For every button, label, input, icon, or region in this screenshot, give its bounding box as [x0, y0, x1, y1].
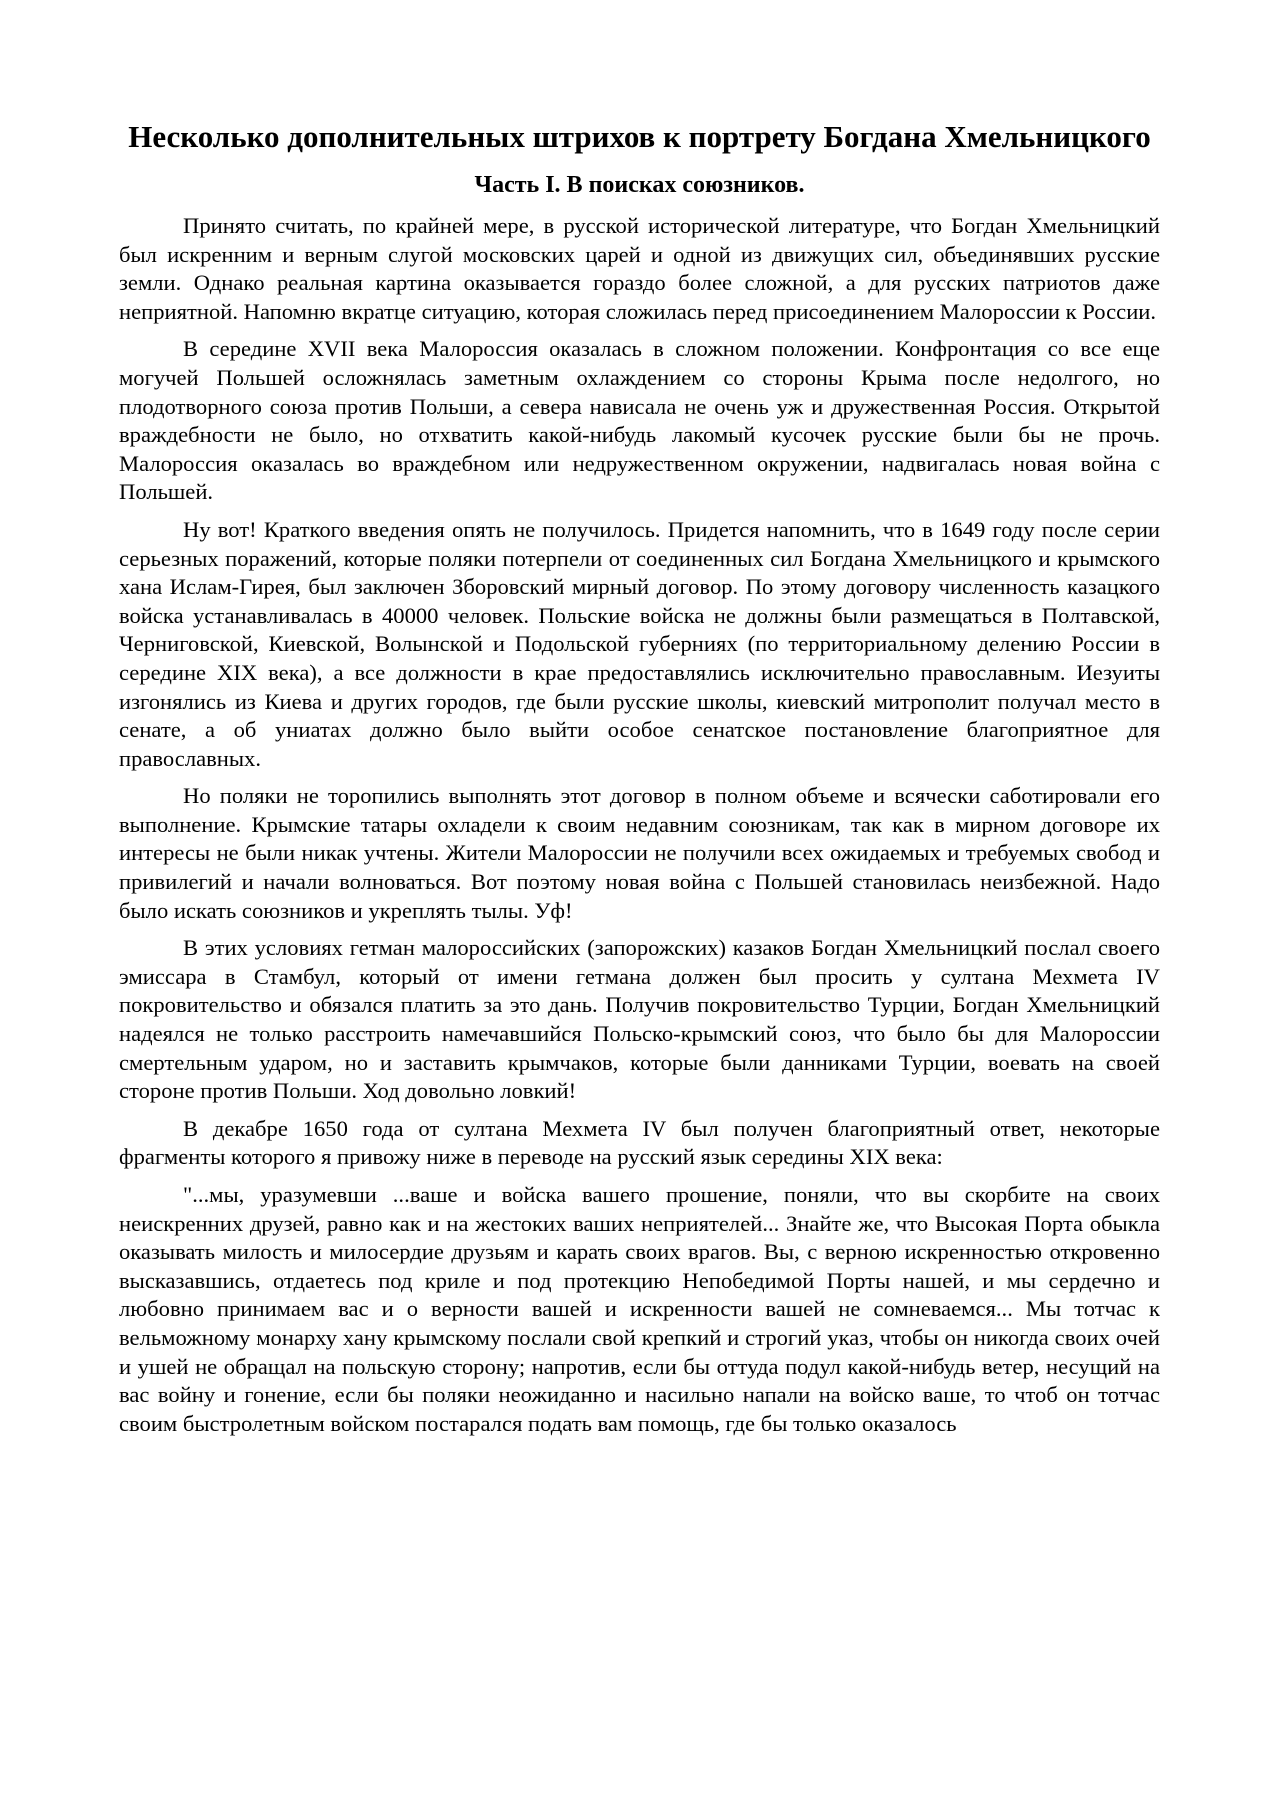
document-page: [119, 118, 1160, 1447]
document-title: Несколько дополнительных штрихов к портрету Богдана Хмельницкого: [128, 119, 1151, 154]
paragraph: В середине XVII века Малороссия оказалась в сложном положении. Конфронтация со все еще могучей Польшей осложнялась заметным охлаждением со стороны Крыма после недолгого, но плодотворного союза против Польши, а севера нависала не очень уж и дружественная Россия. Открытой враждебности не было, но отхватить какой-нибудь лакомый кусочек русские были бы не прочь. Малороссия оказалась во враждебном или недружественном окружении, надвигалась новая война с Польшей.: [119, 336, 1160, 505]
quote-paragraph: "...мы, уразумевши ...ваше и войска вашего прошение, поняли, что вы скорбите на своих неискренних друзей, равно как и на жестоких ваших неприятелей... Знайте же, что Высокая Порта обыкла оказывать милость и милосердие друзьям и карать своих врагов. Вы, с верною искренностью откровенно высказавшись, отдаетесь под криле и под протекцию Непобедимой Порты нашей, и мы сердечно и любовно принимаем вас и о верности вашей и искренности вашей не сомневаемся... Мы тотчас к вельможному монарху хану крымскому послали свой крепкий и строгий указ, чтобы он никогда своих очей и ушей не обращал на польскую сторону; напротив, если бы оттуда подул какой-нибудь ветер, несущий на вас войну и гонение, если бы поляки неожиданно и насильно напали на войско ваше, то чтоб он тотчас своим быстролетным войском постарался подать вам помощь, где бы только оказалось: [119, 1182, 1160, 1436]
document-subtitle: Часть I. В поисках союзников.: [474, 172, 805, 198]
paragraph: Ну вот! Краткого введения опять не получилось. Придется напомнить, что в 1649 году после серии серьезных поражений, которые поляки потерпели от соединенных сил Богдана Хмельницкого и крымского хана Ислам-Гирея, был заключен Зборовский мирный договор. По этому договору численность казацкого войска устанавливалась в 40000 человек. Польские войска не должны были размещаться в Полтавской, Черниговской, Киевской, Волынской и Подольской губерниях (по территориальному делению России в середине XIX века), а все должности в крае предоставлялись исключительно православным. Иезуиты изгонялись из Киева и других городов, где были русские школы, киевский митрополит получал место в сенате, а об униатах должно было выйти особое сенатское постановление благоприятное для православных.: [119, 516, 1160, 771]
paragraph: В декабре 1650 года от султана Мехмета IV был получен благоприятный ответ, некоторые фрагменты которого я привожу ниже в переводе на русский язык середины XIX века:: [119, 1115, 1160, 1170]
paragraph: В этих условиях гетман малороссийских (запорожских) казаков Богдан Хмельницкий послал своего эмиссара в Стамбул, который от имени гетмана должен был просить у султана Мехмета IV покровительство и обязался платить за это дань. Получив покровительство Турции, Богдан Хмельницкий надеялся не только расстроить намечавшийся Польско-крымский союз, что было бы для Малороссии смертельным ударом, но и заставить крымчаков, которые были данниками Турции, воевать на своей стороне против Польши. Ход довольно ловкий!: [119, 935, 1160, 1104]
paragraph: Но поляки не торопились выполнять этот договор в полном объеме и всячески саботировали его выполнение. Крымские татары охладели к своим недавним союзникам, так как в мирном договоре их интересы не были никак учтены. Жители Малороссии не получили всех ожидаемых и требуемых свобод и привилегий и начали волноваться. Вот поэтому новая война с Польшей становилась неизбежной. Надо было искать союзников и укреплять тылы. Уф!: [119, 783, 1160, 923]
paragraph: Принято считать, по крайней мере, в русской исторической литературе, что Богдан Хмельницкий был искренним и верным слугой московских царей и одной из движущих сил, объединявших русские земли. Однако реальная картина оказывается гораздо более сложной, а для русских патриотов даже неприятной. Напомню вкратце ситуацию, которая сложилась перед присоединением Малороссии к России.: [119, 213, 1160, 324]
